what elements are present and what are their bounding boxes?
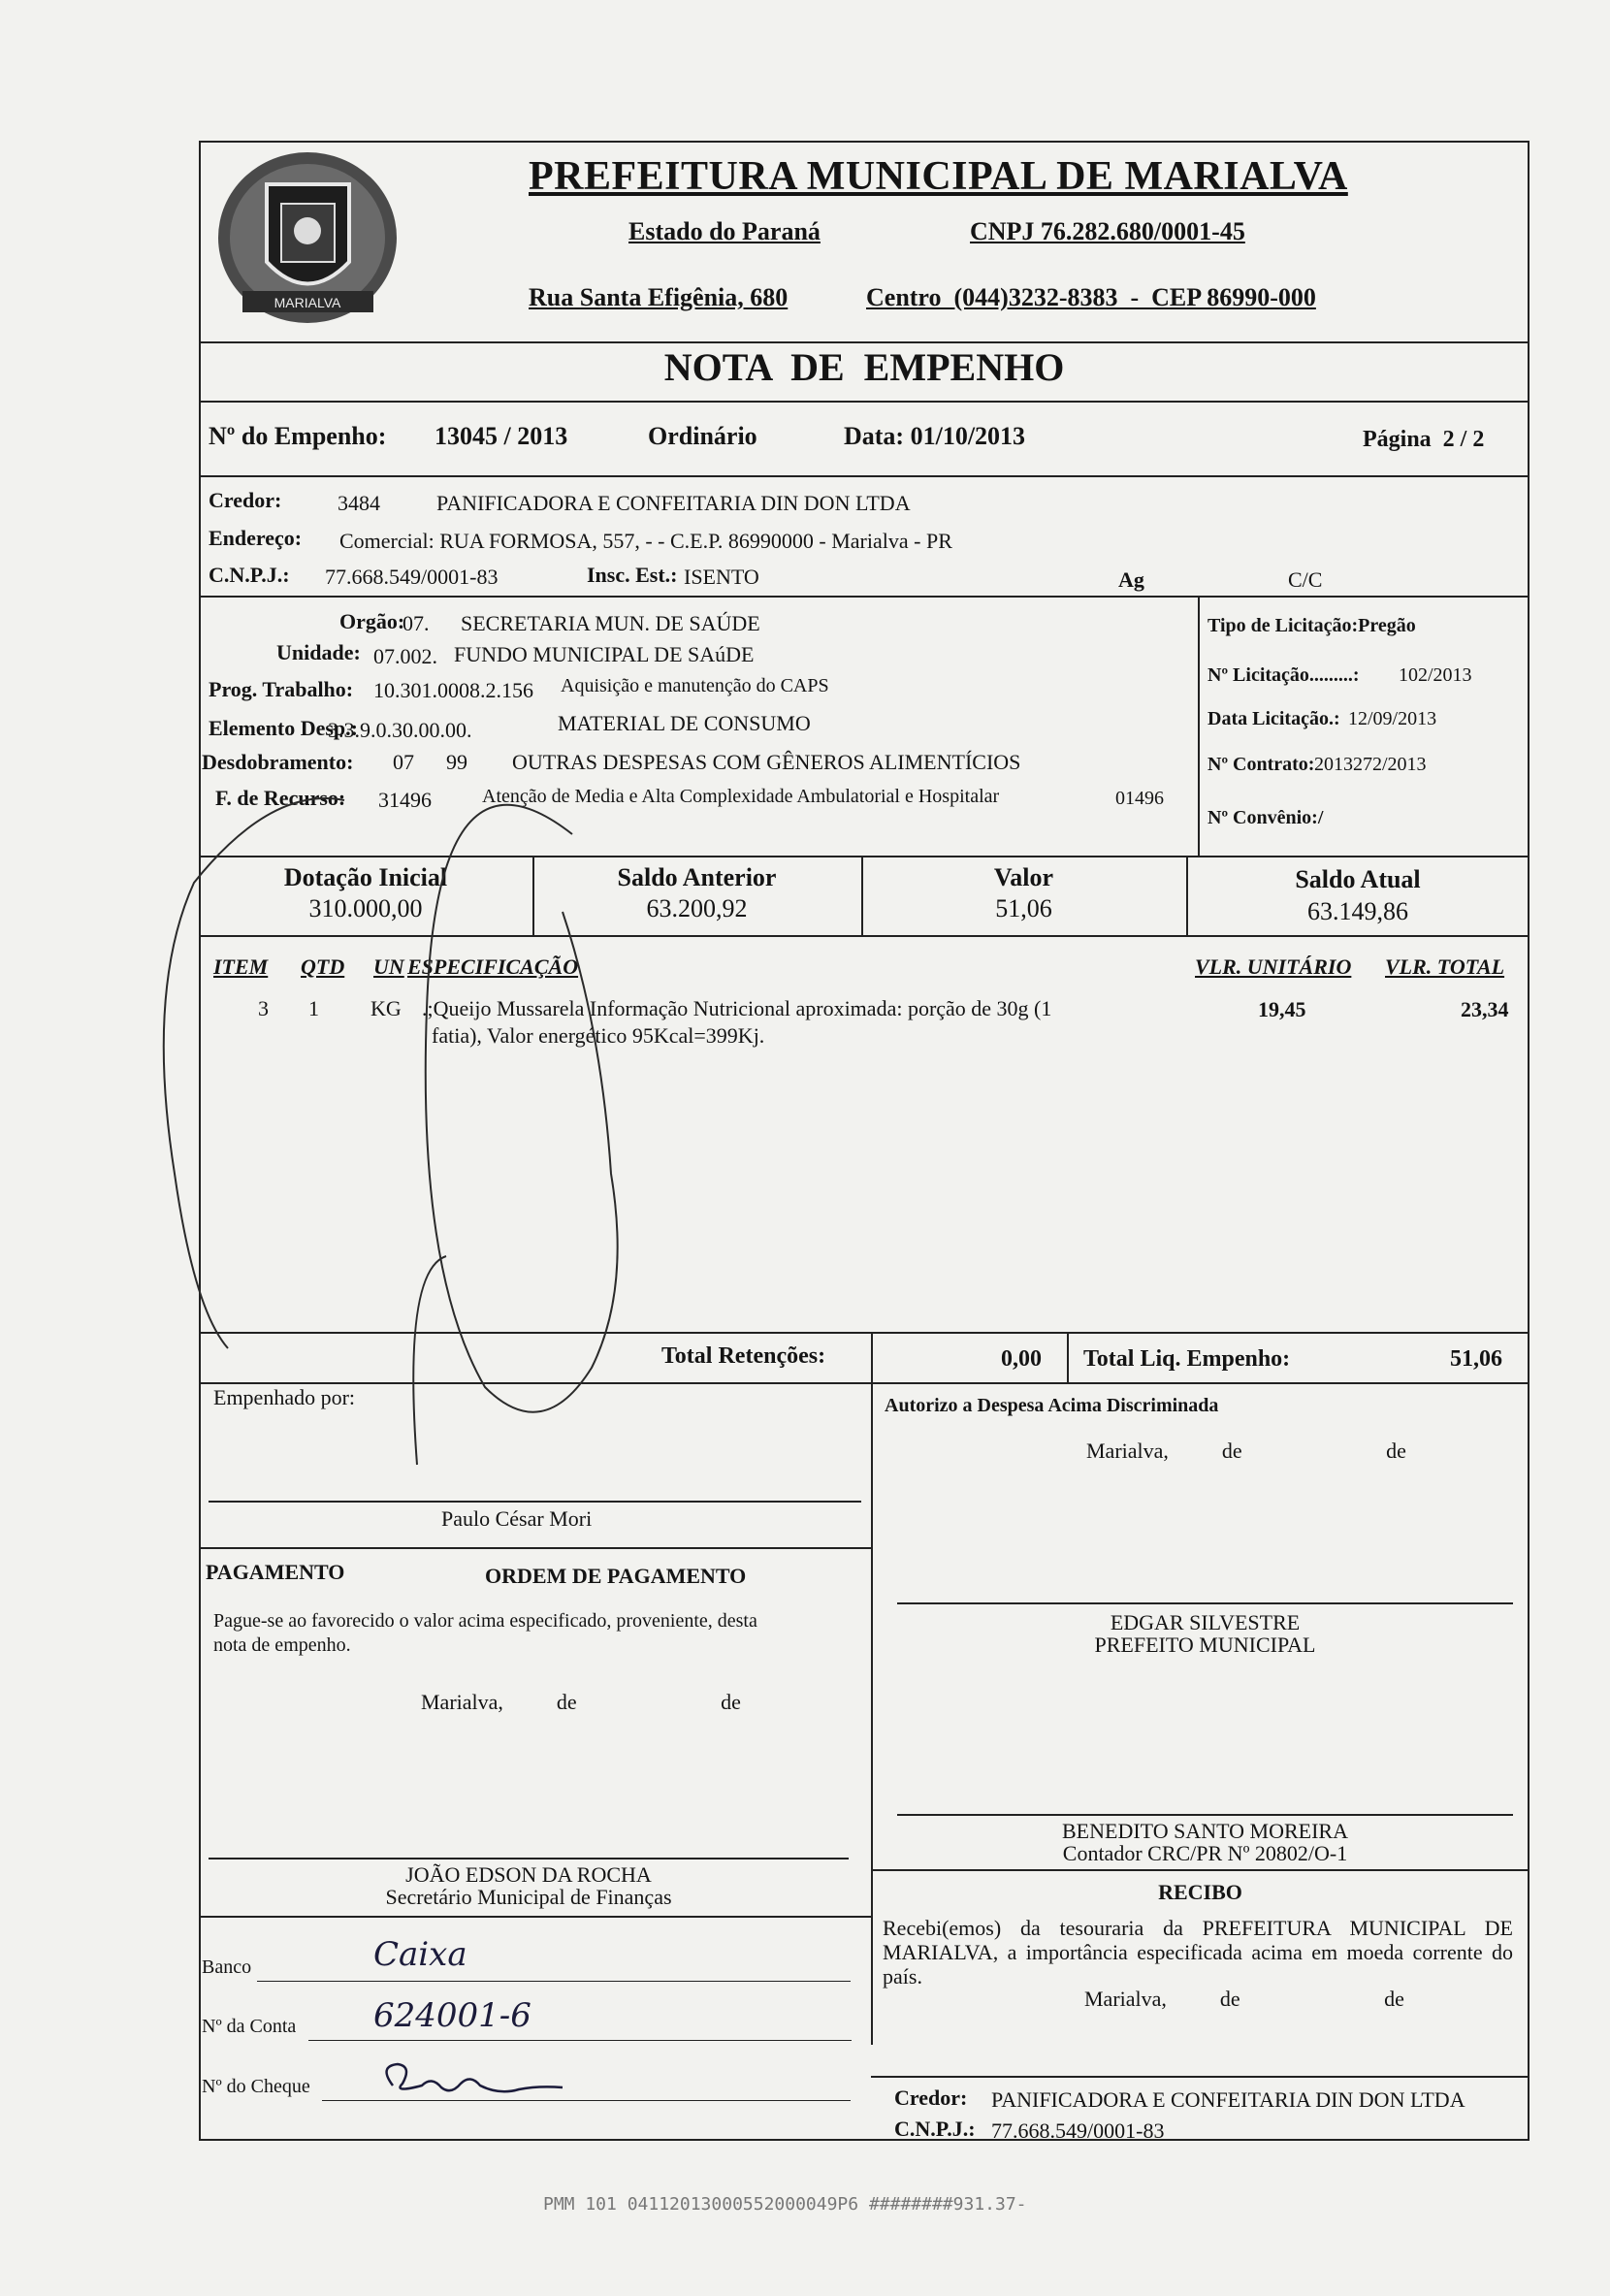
retencoes-label: Total Retenções:	[661, 1343, 826, 1369]
col-unit-header: VLR. UNITÁRIO	[1195, 954, 1352, 979]
footer-barcode-text: PMM 101 04112013000552000049P6 ########931.37-	[543, 2194, 1027, 2215]
orgao-code: 07.	[402, 611, 430, 635]
liquido-label: Total Liq. Empenho:	[1083, 1346, 1291, 1372]
saldo-anterior-value: 63.200,92	[646, 894, 748, 922]
empenho-type: Ordinário	[648, 422, 757, 450]
desdob-label: Desdobramento:	[202, 750, 354, 774]
recurso-name: Atenção de Media e Alta Complexidade Ambulatorial e Hospitalar	[482, 786, 1000, 807]
item-spec-line1: .;Queijo Mussarela Informação Nutricional aproximada: porção de 30g (1	[422, 996, 1052, 1020]
col-qtd-header: QTD	[301, 954, 345, 979]
insc-value: ISENTO	[684, 565, 759, 589]
unidade-label: Unidade:	[276, 640, 361, 664]
saldo-atual-value: 63.149,86	[1307, 897, 1408, 925]
address-label: Endereço:	[209, 526, 303, 550]
elemento-label: Elemento Desp.:	[209, 716, 358, 740]
licitacao-number: 102/2013	[1399, 664, 1472, 686]
recurso-label: F. de Recurso:	[215, 786, 346, 810]
autorizo-date-line: Marialva, de de	[1086, 1439, 1406, 1463]
col-spec-header: ESPECIFICAÇÃO	[407, 954, 579, 979]
saldo-anterior-label: Saldo Anterior	[617, 863, 777, 891]
empenho-number-label: Nº do Empenho:	[209, 422, 387, 450]
recurso-code: 31496	[378, 788, 432, 812]
pague-line1: Pague-se ao favorecido o valor acima especificado, proveniente, desta	[213, 1610, 757, 1632]
coat-of-arms-icon	[213, 146, 402, 330]
desdob-code: 07	[393, 750, 414, 774]
contrato-label: Nº Contrato:	[1208, 754, 1315, 775]
item-qty: 1	[308, 996, 319, 1020]
contador-title: Contador CRC/PR Nº 20802/O-1	[1062, 1841, 1348, 1865]
credor-cnpj: 77.668.549/0001-83	[325, 565, 499, 589]
valor-value: 51,06	[995, 894, 1052, 922]
item-unit: KG	[370, 996, 402, 1020]
svg-text:MARIALVA: MARIALVA	[274, 295, 341, 310]
agency-label: Ag	[1118, 567, 1144, 592]
elemento-name: MATERIAL DE CONSUMO	[558, 711, 811, 735]
header-cnpj: CNPJ 76.282.680/0001-45	[970, 217, 1245, 245]
conta-label: Nº da Conta	[202, 2016, 297, 2037]
licitacao-type: Tipo de Licitação:Pregão	[1208, 615, 1416, 636]
credor-address: Comercial: RUA FORMOSA, 557, - - C.E.P. 86990000 - Marialva - PR	[339, 529, 952, 553]
item-spec-line2: fatia), Valor energético 95Kcal=399Kj.	[432, 1023, 765, 1048]
pagamento-title: PAGAMENTO	[206, 1560, 345, 1584]
header-address-rest: Centro (044)3232-8383 - CEP 86990-000	[866, 283, 1316, 311]
autorizo-text: Autorizo a Despesa Acima Discriminada	[885, 1395, 1219, 1416]
orgao-label: Orgão:	[339, 609, 405, 633]
recibo-cnpj-label: C.N.P.J.:	[894, 2117, 976, 2141]
credor-label: Credor:	[209, 488, 282, 512]
recibo-date-line: Marialva, de de	[1084, 1987, 1404, 2011]
unidade-code: 07.002.	[373, 644, 437, 668]
document-title: NOTA DE EMPENHO	[663, 345, 1065, 389]
prefeito-title: PREFEITO MUNICIPAL	[1094, 1633, 1316, 1657]
valor-label: Valor	[993, 863, 1054, 891]
orgao-name: SECRETARIA MUN. DE SAÚDE	[461, 611, 760, 635]
col-item-header: ITEM	[213, 954, 269, 979]
contrato-number: 2013272/2013	[1314, 754, 1427, 775]
licitacao-date: 12/09/2013	[1348, 708, 1437, 729]
header-address: Rua Santa Efigênia, 680	[529, 283, 789, 311]
desdob-number: 99	[446, 750, 467, 774]
recurso-number: 01496	[1115, 788, 1164, 809]
convenio-label: Nº Convênio:/	[1208, 807, 1324, 828]
credor-name: PANIFICADORA E CONFEITARIA DIN DON LTDA	[436, 491, 911, 515]
licitacao-number-label: Nº Licitação.........:	[1208, 664, 1360, 686]
cnpj-label: C.N.P.J.:	[209, 563, 290, 587]
dotacao-value: 310.000,00	[308, 894, 423, 922]
account-label: C/C	[1288, 567, 1323, 592]
empenhado-name: Paulo César Mori	[441, 1506, 593, 1531]
saldo-atual-label: Saldo Atual	[1295, 865, 1421, 893]
cheque-label: Nº do Cheque	[202, 2076, 310, 2097]
insc-label: Insc. Est.:	[587, 563, 678, 587]
recibo-title: RECIBO	[1158, 1880, 1242, 1904]
recibo-line3: país.	[883, 1964, 922, 1989]
unidade-name: FUNDO MUNICIPAL DE SAúDE	[454, 642, 755, 666]
recibo-line2: MARIALVA, a importância especificada acima em moeda corrente do	[883, 1940, 1513, 1964]
desdob-name: OUTRAS DESPESAS COM GÊNEROS ALIMENTÍCIOS	[512, 750, 1021, 774]
item-unit-price: 19,45	[1258, 997, 1306, 1021]
prefeito-name: EDGAR SILVESTRE	[1110, 1610, 1301, 1634]
state-label: Estado do Paraná	[628, 217, 821, 245]
municipality-title: PREFEITURA MUNICIPAL DE MARIALVA	[529, 154, 1348, 199]
retencoes-value: 0,00	[1001, 1346, 1042, 1372]
signature-scribble-icon	[373, 2056, 577, 2105]
recibo-line1: Recebi(emos) da tesouraria da PREFEITURA MUNICIPAL DE	[883, 1916, 1513, 1940]
empenho-date: Data: 01/10/2013	[844, 422, 1026, 450]
prog-code: 10.301.0008.2.156	[373, 678, 533, 702]
recibo-credor-label: Credor:	[894, 2086, 968, 2110]
elemento-code: 3.3.9.0.30.00.00.	[328, 718, 472, 742]
col-un-header: UN	[373, 954, 404, 979]
recibo-credor-name: PANIFICADORA E CONFEITARIA DIN DON LTDA	[991, 2087, 1465, 2112]
secretario-title: Secretário Municipal de Finanças	[385, 1885, 672, 1909]
banco-label: Banco	[202, 1956, 252, 1978]
dotacao-label: Dotação Inicial	[283, 863, 448, 891]
item-total-price: 23,34	[1461, 997, 1509, 1021]
pague-line2: nota de empenho.	[213, 1634, 351, 1656]
conta-handwritten: 624001-6	[373, 1996, 531, 2035]
prog-name: Aquisição e manutenção do CAPS	[561, 675, 829, 696]
liquido-value: 51,06	[1450, 1346, 1502, 1372]
licitacao-date-label: Data Licitação.:	[1208, 708, 1340, 729]
col-total-header: VLR. TOTAL	[1385, 954, 1505, 979]
recibo-cnpj-value: 77.668.549/0001-83	[991, 2118, 1165, 2143]
empenho-number: 13045 / 2013	[435, 422, 568, 450]
handdrawn-circle-annotation	[155, 766, 640, 1484]
item-number: 3	[258, 996, 269, 1020]
prog-label: Prog. Trabalho:	[209, 677, 354, 701]
ordem-pagamento-title: ORDEM DE PAGAMENTO	[485, 1564, 747, 1588]
pagamento-date-line: Marialva, de de	[421, 1690, 741, 1714]
empenhado-label: Empenhado por:	[213, 1385, 356, 1409]
credor-code: 3484	[338, 491, 380, 515]
contador-name: BENEDITO SANTO MOREIRA	[1062, 1819, 1348, 1843]
secretario-name: JOÃO EDSON DA ROCHA	[405, 1862, 652, 1887]
banco-handwritten: Caixa	[373, 1935, 467, 1974]
page-number: Página 2 / 2	[1363, 427, 1485, 452]
